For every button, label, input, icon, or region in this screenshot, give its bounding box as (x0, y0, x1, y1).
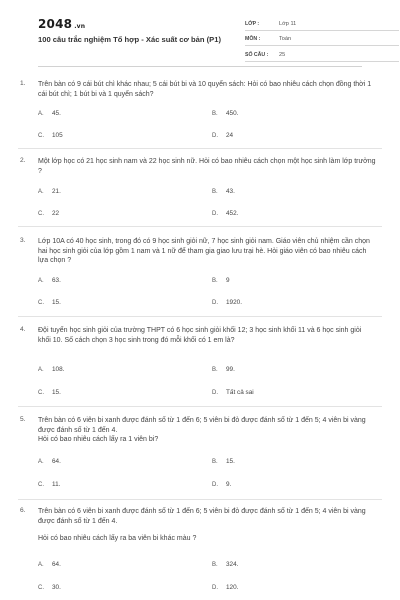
option-b[interactable] (212, 188, 235, 195)
option-a[interactable] (38, 366, 64, 373)
option-d[interactable] (212, 210, 238, 217)
option-text: Tất cả sai (226, 389, 254, 396)
option-text: 22 (52, 210, 60, 217)
option-text: 1920. (226, 299, 242, 306)
meta-label-subject: MÔN : (245, 36, 261, 42)
meta-info (245, 15, 399, 62)
option-text: 9 (226, 277, 230, 284)
option-text: 324. (226, 561, 239, 568)
option-d[interactable] (212, 481, 231, 488)
question-number: 2. (20, 157, 26, 164)
question-text (38, 237, 376, 266)
option-key: B. (212, 278, 218, 284)
question-line: Hỏi có bao nhiêu cách lấy ra ba viên bi khác màu ? (38, 535, 197, 543)
option-text: 452. (226, 210, 239, 217)
option-key: C. (38, 211, 44, 217)
option-key: A. (38, 562, 44, 568)
option-b[interactable] (212, 277, 230, 284)
question-text (38, 80, 376, 99)
meta-value-subject: Toán (279, 36, 292, 42)
option-key: A. (38, 278, 44, 284)
option-key: D. (212, 211, 218, 217)
option-d[interactable] (212, 389, 254, 396)
option-c[interactable] (38, 132, 63, 139)
question-number: 1. (20, 80, 26, 87)
option-key: B. (212, 459, 218, 465)
option-key: A. (38, 367, 44, 373)
option-c[interactable] (38, 210, 59, 217)
meta-row-class (245, 15, 399, 31)
logo-suffix: .vn (74, 23, 86, 30)
option-key: C. (38, 585, 44, 591)
option-key: B. (212, 111, 218, 117)
option-key: B. (212, 562, 218, 568)
question-number: 3. (20, 237, 26, 244)
question-divider (18, 226, 382, 227)
page-title: 100 câu trắc nghiệm Tổ hợp - Xác suất cơ bản (P1) (38, 35, 221, 44)
option-key: A. (38, 189, 44, 195)
option-text: 9. (226, 481, 232, 488)
question-line: Trên bàn có 6 viên bi xanh được đánh số từ 1 đến 6; 5 viên bi đỏ được đánh số từ 1 đến 5; 4 viên bi vàng được đánh số từ 1 đến 4. (38, 508, 366, 525)
option-a[interactable] (38, 188, 61, 195)
meta-value-count: 25 (279, 51, 286, 58)
option-d[interactable] (212, 132, 233, 139)
option-key: D. (212, 300, 218, 306)
question-line: Trên bàn có 9 cái bút chì khác nhau; 5 cái bút bi và 10 quyển sách: Hỏi có bao nhiêu cách chọn đồng thời 1 cái bút chì; 1 bút bi và 1 quyển sách? (38, 81, 372, 98)
option-text: 11. (52, 481, 61, 488)
option-key: C. (38, 300, 44, 306)
header-divider (38, 66, 362, 67)
option-text: 120. (226, 584, 239, 591)
option-key: A. (38, 459, 44, 465)
option-text: 99. (226, 366, 235, 373)
option-b[interactable] (212, 110, 238, 117)
option-a[interactable] (38, 458, 61, 465)
option-d[interactable] (212, 584, 238, 591)
option-text: 64. (52, 561, 61, 568)
page-header (20, 0, 380, 66)
question-text (38, 326, 376, 345)
question-text (38, 416, 376, 445)
option-b[interactable] (212, 458, 235, 465)
option-key: B. (212, 367, 218, 373)
option-key: C. (38, 482, 44, 488)
option-key: D. (212, 390, 218, 396)
option-key: D. (212, 133, 218, 139)
question-number: 4. (20, 326, 26, 333)
meta-value-class: Lớp 11 (279, 20, 297, 27)
option-key: C. (38, 390, 44, 396)
question-divider (18, 406, 382, 407)
question-line: Một lớp học có 21 học sinh nam và 22 học sinh nữ. Hỏi có bao nhiêu cách chọn một học sinh làm lớp trưởng ? (38, 158, 376, 175)
option-c[interactable] (38, 481, 60, 488)
option-b[interactable] (212, 366, 235, 373)
question-line: Trên bàn có 6 viên bi xanh được đánh số từ 1 đến 6; 5 viên bi đỏ được đánh số từ 1 đến 5; 4 viên bi vàng được đánh số từ 1 đến 4. (38, 417, 366, 434)
option-text: 108. (52, 366, 65, 373)
option-text: 105 (52, 132, 63, 139)
option-text: 450. (226, 110, 239, 117)
option-text: 63. (52, 277, 61, 284)
question-number: 5. (20, 416, 26, 423)
option-text: 64. (52, 458, 61, 465)
option-text: 15. (52, 389, 61, 396)
option-text: 43. (226, 188, 235, 195)
question-line: Hỏi có bao nhiêu cách lấy ra 1 viên bi? (38, 436, 159, 444)
option-d[interactable] (212, 299, 242, 306)
option-text: 45. (52, 110, 61, 117)
logo-main: 2048 (38, 17, 73, 31)
option-text: 30. (52, 584, 61, 591)
site-logo[interactable] (38, 17, 85, 31)
question-divider (18, 499, 382, 500)
question-line: Đội tuyển học sinh giỏi của trường THPT có 6 học sinh giỏi khối 12; 3 học sinh khối 11 và 6 học sinh giỏi khối 10. Số cách chọn 3 học sinh trong đó mỗi khối có 1 em là? (38, 327, 362, 344)
option-key: A. (38, 111, 44, 117)
option-text: 24 (226, 132, 234, 139)
option-a[interactable] (38, 110, 61, 117)
option-text: 15. (226, 458, 235, 465)
question-text (38, 507, 376, 544)
option-key: B. (212, 189, 218, 195)
option-key: C. (38, 133, 44, 139)
meta-label-count: SỐ CÂU : (245, 51, 269, 58)
option-key: D. (212, 482, 218, 488)
question-divider (18, 316, 382, 317)
option-c[interactable] (38, 389, 61, 396)
option-a[interactable] (38, 277, 61, 284)
question-line: Lớp 10A có 40 học sinh, trong đó có 9 học sinh giỏi nữ, 7 học sinh giỏi nam. Giáo viên chủ nhiệm cần chọn hai học sinh giỏi của lớp gồm 1 nam và 1 nữ để tham gia giao lưu trại hè. Hỏi giáo viên có bao nhiêu cách lựa chọn ? (38, 238, 370, 265)
question-divider (18, 148, 382, 149)
option-c[interactable] (38, 584, 61, 591)
option-text: 21. (52, 188, 61, 195)
question-number: 6. (20, 507, 26, 514)
question-text (38, 157, 376, 176)
option-key: D. (212, 585, 218, 591)
option-c[interactable] (38, 299, 61, 306)
option-text: 15. (52, 299, 61, 306)
meta-label-class: LỚP : (245, 20, 260, 27)
option-a[interactable] (38, 561, 61, 568)
option-b[interactable] (212, 561, 238, 568)
meta-row-subject (245, 31, 399, 47)
meta-row-count (245, 46, 399, 62)
